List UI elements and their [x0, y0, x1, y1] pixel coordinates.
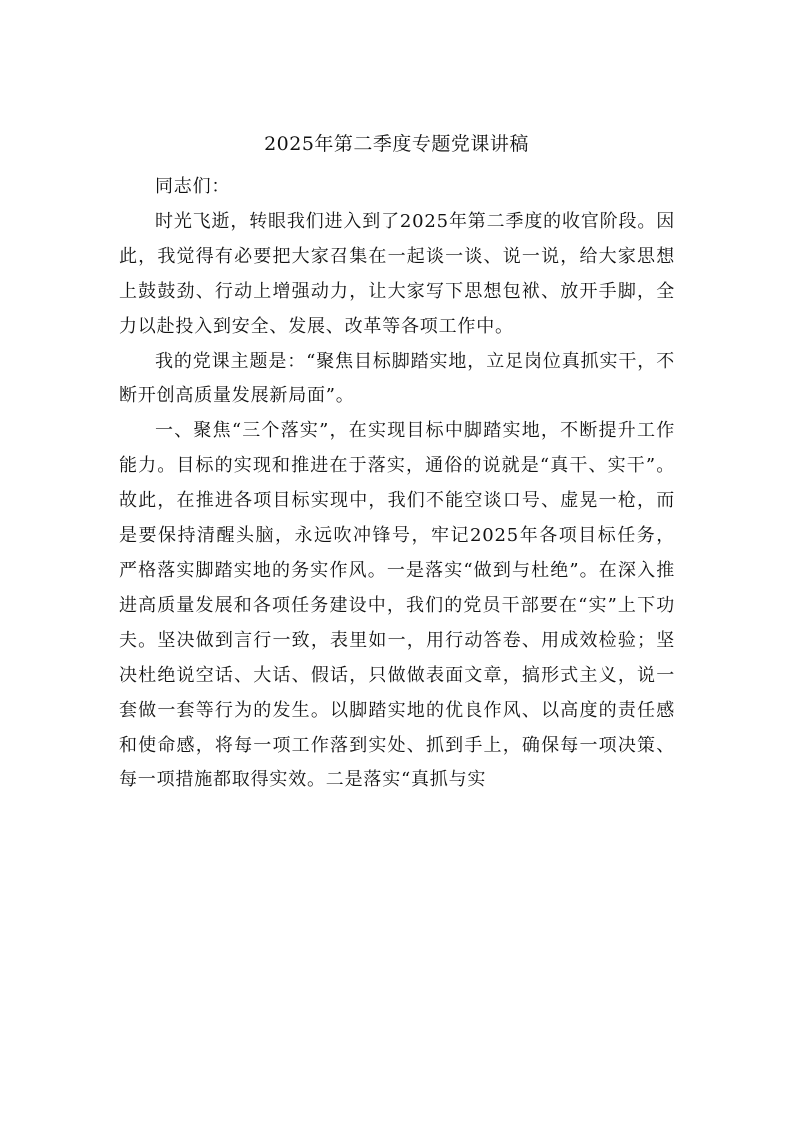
greeting: 同志们：	[155, 176, 231, 197]
paragraph-intro: 时光飞逝，转眼我们进入到了2025年第二季度的收官阶段。因此，我觉得有必要把大家召集在一起谈一谈、说一说，给大家思想上鼓鼓劲、行动上增强动力，让大家写下思想包袱、放开手脚，全力以赴投入到安全、发展、改革等各项工作中。	[119, 210, 675, 337]
document-title: 2025年第二季度专题党课讲稿	[264, 133, 529, 155]
paragraph-theme: 我的党课主题是：“聚焦目标脚踏实地，立足岗位真抓实干，不断开创高质量发展新局面”。	[119, 350, 675, 407]
document-body	[119, 170, 675, 798]
paragraph-section-one: 一、聚焦“三个落实”，在实现目标中脚踏实地，不断提升工作能力。目标的实现和推进在于落实，通俗的说就是“真干、实干”。故此，在推进各项目标实现中，我们不能空谈口号、虚晃一枪，而是要保持清醒头脑，永远吹冲锋号，牢记2025年各项目标任务，严格落实脚踏实地的务实作风。一是落实“做到与杜绝”。在深入推进高质量发展和各项任务建设中，我们的党员干部要在“实”上下功夫。坚决做到言行一致，表里如一，用行动答卷、用成效检验；坚决杜绝说空话、大话、假话，只做做表面文章，搞形式主义，说一套做一套等行为的发生。以脚踏实地的优良作风、以高度的责任感和使命感，将每一项工作落到实处、抓到手上，确保每一项决策、每一项措施都取得实效。二是落实“真抓与实	[119, 420, 675, 791]
